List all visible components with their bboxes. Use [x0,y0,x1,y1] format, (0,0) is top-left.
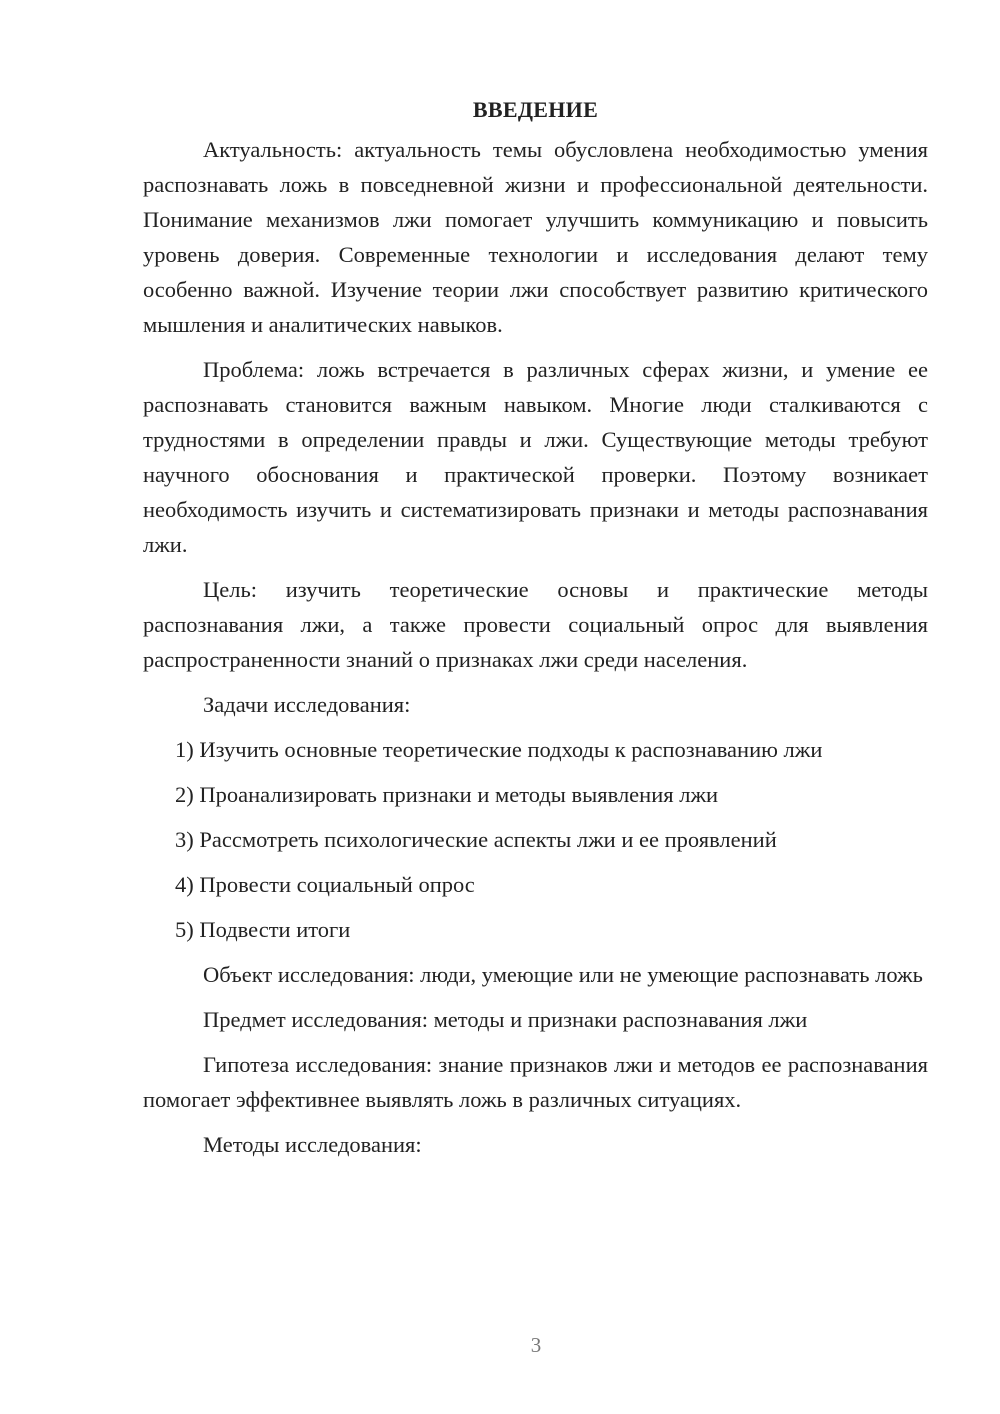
list-item: 5) Подвести итоги [175,917,351,942]
list-item: 3) Рассмотреть психологические аспекты лжи и ее проявлений [175,827,777,852]
tasks-title: Задачи исследования: [203,692,411,717]
problem-paragraph: Проблема: ложь встречается в различных сферах жизни, и умение ее распознавать становится важным навыком. Многие люди сталкиваются с трудностями в определении правды и лжи. Существующие методы требуют научного обоснования и практической проверки. Поэтому возникает необходимость изучить и систематизировать признаки и методы распознавания лжи. [143,357,928,557]
relevance-paragraph: Актуальность: актуальность темы обусловлена необходимостью умения распознавать ложь в повседневной жизни и профессиональной деятельности. Понимание механизмов лжи помогает улучшить коммуникацию и повысить уровень доверия. Современные технологии и исследования делают тему особенно важной. Изучение теории лжи способствует развитию критического мышления и аналитических навыков. [143,137,928,337]
subject-paragraph: Предмет исследования: методы и признаки распознавания лжи [203,1007,808,1032]
hypothesis-paragraph: Гипотеза исследования: знание признаков лжи и методов ее распознавания помогает эффективнее выявлять ложь в различных ситуациях. [143,1052,928,1112]
methods-title: Методы исследования: [203,1132,422,1157]
list-item: 4) Провести социальный опрос [175,872,475,897]
list-item: 1) Изучить основные теоретические подходы к распознаванию лжи [175,737,823,762]
document-page [143,92,928,1172]
object-paragraph: Объект исследования: люди, умеющие или не умеющие распознавать ложь [203,962,923,987]
page-number: 3 [530,1333,542,1357]
list-item: 2) Проанализировать признаки и методы выявления лжи [175,782,719,807]
goal-paragraph: Цель: изучить теоретические основы и практические методы распознавания лжи, а также провести социальный опрос для выявления распространенности знаний о признаках лжи среди населения. [143,577,928,672]
tasks-list [143,732,928,947]
page-title: ВВЕДЕНИЕ [472,97,599,122]
